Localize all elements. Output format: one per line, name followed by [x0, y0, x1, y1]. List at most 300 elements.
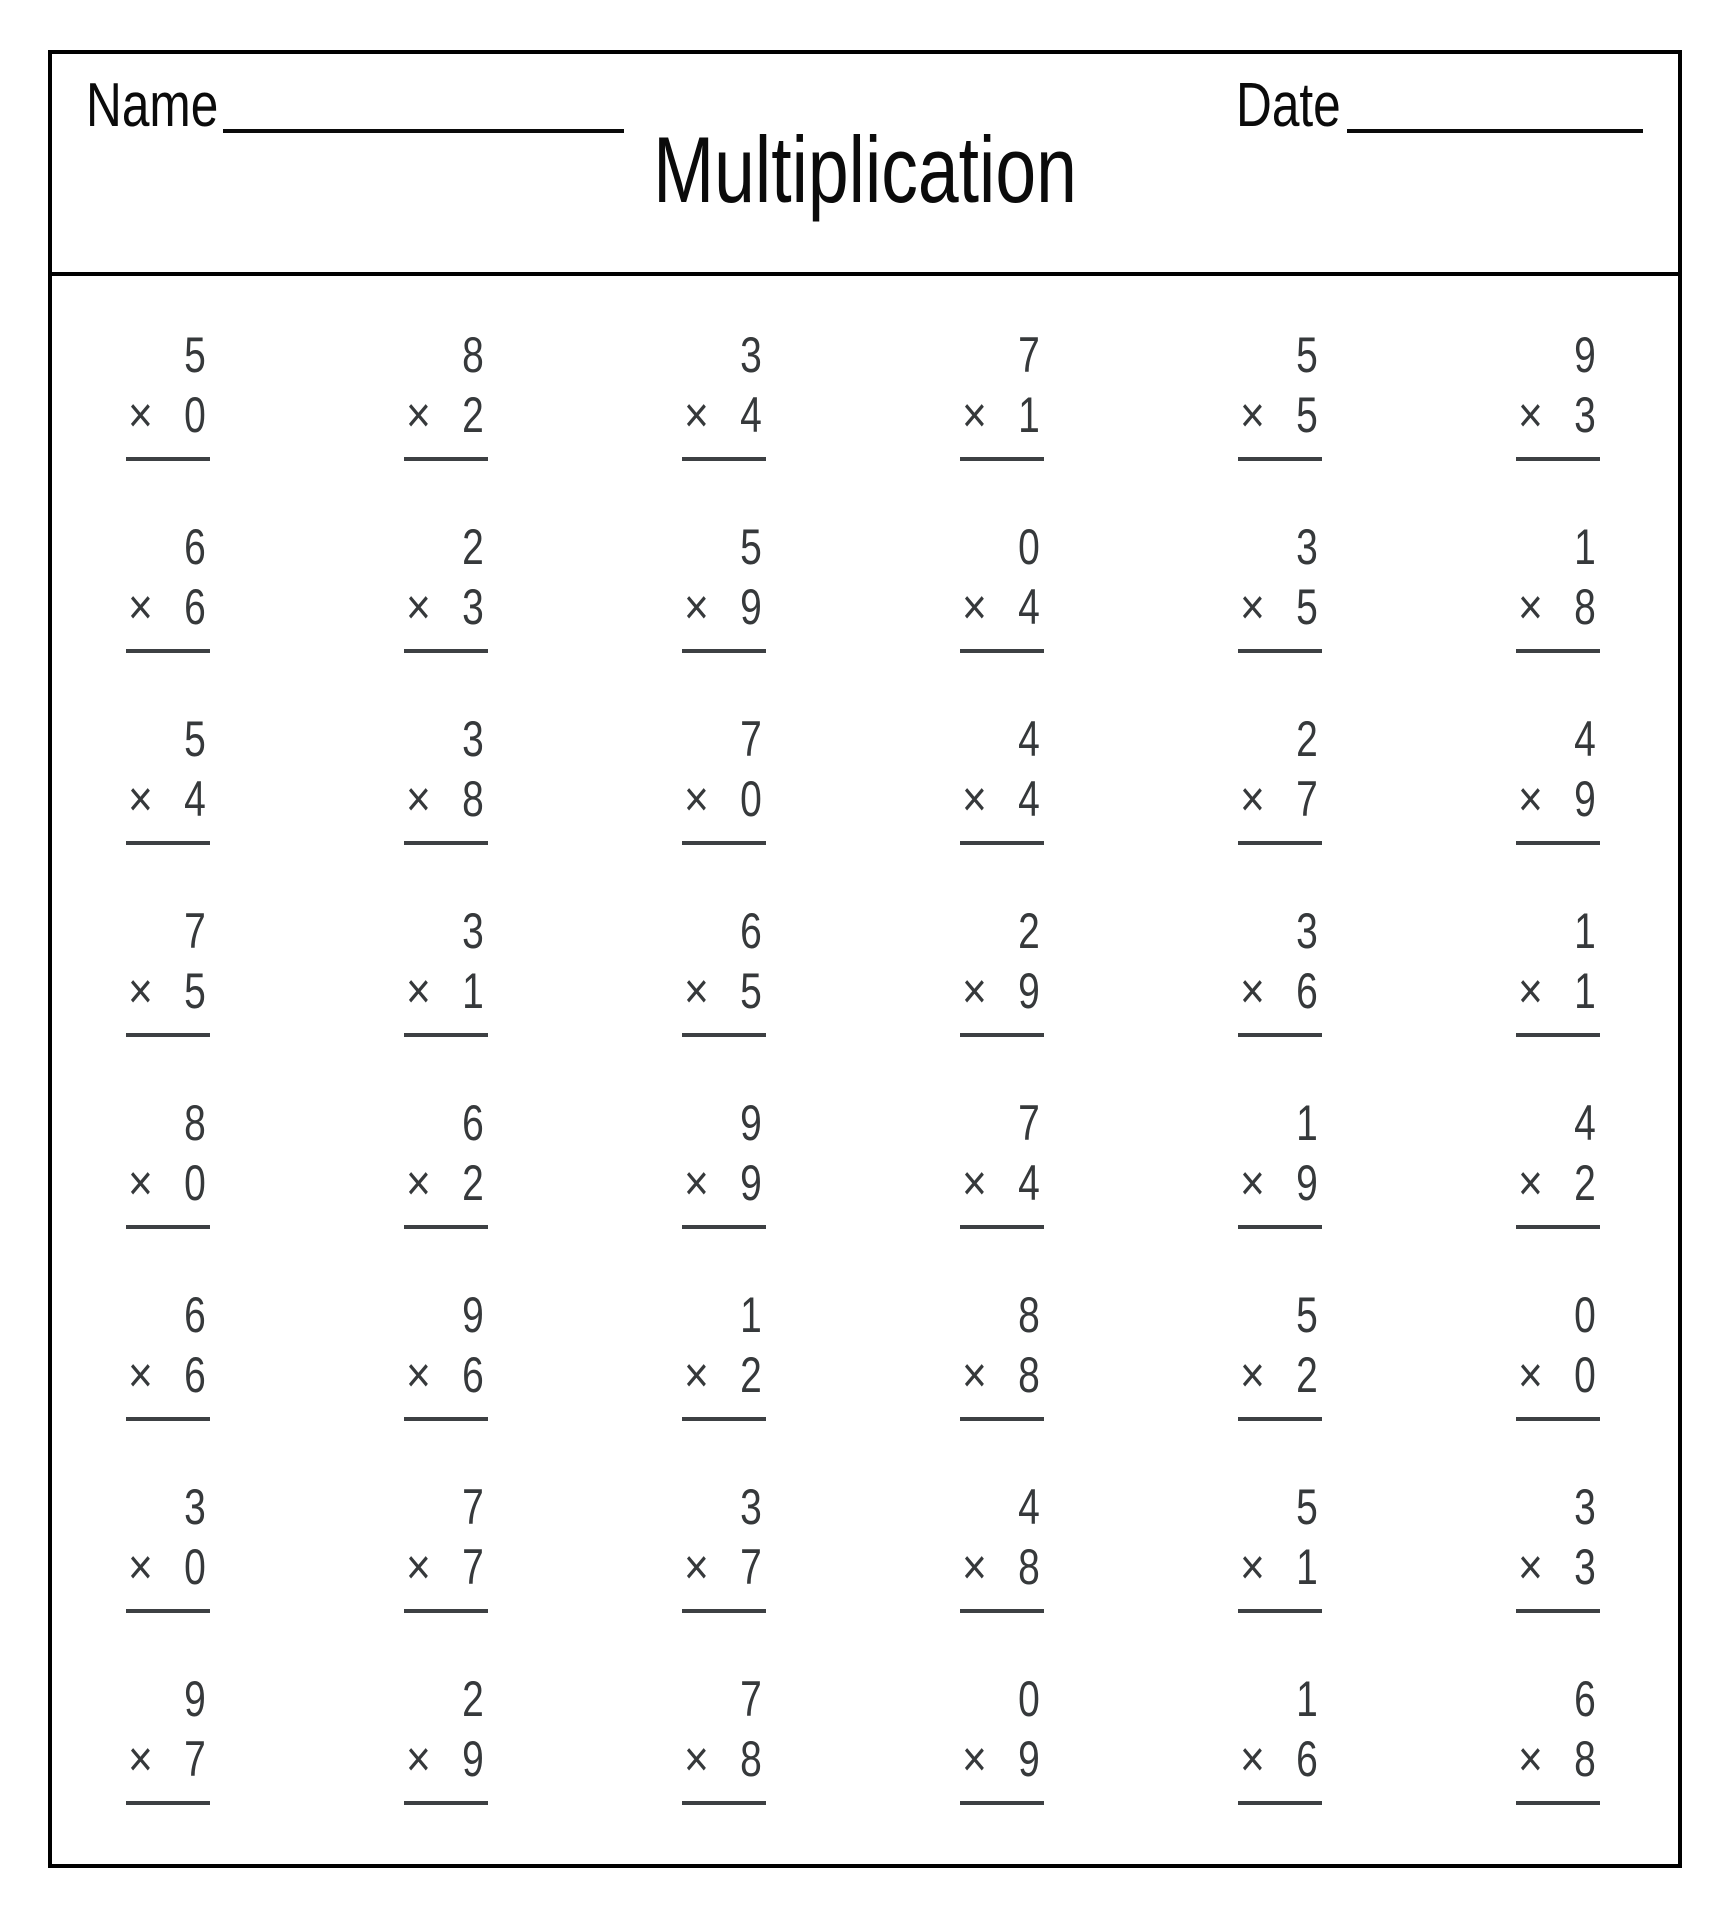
multiplicand	[1516, 1095, 1600, 1151]
multiplicand	[126, 519, 210, 575]
multiplicand	[126, 327, 210, 383]
answer-line	[404, 1033, 488, 1037]
times-symbol: ×	[1518, 771, 1543, 827]
answer-line	[404, 1609, 488, 1613]
multiplicand-digit: 7	[740, 711, 762, 767]
multiplicand-digit: 3	[1296, 519, 1318, 575]
multiplier-row	[126, 1347, 210, 1403]
multiplication-problem	[960, 903, 1044, 1037]
times-symbol: ×	[406, 771, 431, 827]
multiplier-digit: 6	[184, 1347, 206, 1403]
multiplier-digit: 4	[1018, 1155, 1040, 1211]
multiplicand	[126, 1479, 210, 1535]
multiplicand-digit: 9	[462, 1287, 484, 1343]
multiplier-digit: 7	[740, 1539, 762, 1595]
multiplicand-digit: 2	[462, 1671, 484, 1727]
multiplier-row	[126, 963, 210, 1019]
multiplication-problem	[1516, 1479, 1600, 1613]
multiplicand	[126, 903, 210, 959]
times-symbol: ×	[128, 1347, 153, 1403]
multiplicand	[1238, 903, 1322, 959]
multiplicand	[682, 711, 766, 767]
times-symbol: ×	[128, 387, 153, 443]
times-symbol: ×	[406, 1539, 431, 1595]
multiplicand	[126, 1671, 210, 1727]
multiplicand-digit: 3	[740, 1479, 762, 1535]
multiplier-digit: 8	[1018, 1539, 1040, 1595]
multiplication-problem	[1516, 327, 1600, 461]
multiplicand	[404, 327, 488, 383]
multiplication-problem	[682, 903, 766, 1037]
multiplier-row	[682, 1539, 766, 1595]
times-symbol: ×	[684, 1539, 709, 1595]
multiplicand	[960, 519, 1044, 575]
answer-line	[1238, 1225, 1322, 1229]
multiplication-problem	[960, 1095, 1044, 1229]
multiplier-digit: 9	[740, 579, 762, 635]
multiplier-digit: 2	[1574, 1155, 1596, 1211]
multiplier-row	[960, 963, 1044, 1019]
times-symbol: ×	[1518, 963, 1543, 1019]
multiplier-row	[1516, 1155, 1600, 1211]
multiplier-row	[404, 771, 488, 827]
multiplicand	[1516, 1479, 1600, 1535]
multiplier-row	[960, 1347, 1044, 1403]
times-symbol: ×	[684, 1731, 709, 1787]
times-symbol: ×	[1240, 579, 1265, 635]
times-symbol: ×	[1518, 579, 1543, 635]
times-symbol: ×	[406, 1731, 431, 1787]
answer-line	[1516, 1417, 1600, 1421]
times-symbol: ×	[1518, 1347, 1543, 1403]
times-symbol: ×	[684, 1155, 709, 1211]
multiplicand-digit: 2	[1296, 711, 1318, 767]
multiplier-row	[404, 1731, 488, 1787]
answer-line	[1516, 457, 1600, 461]
multiplicand-digit: 8	[462, 327, 484, 383]
multiplication-problem	[682, 1671, 766, 1805]
multiplication-problem	[126, 1671, 210, 1805]
multiplicand	[960, 903, 1044, 959]
multiplicand-digit: 1	[740, 1287, 762, 1343]
answer-line	[126, 1801, 210, 1805]
multiplicand-digit: 0	[1574, 1287, 1596, 1343]
times-symbol: ×	[962, 1539, 987, 1595]
multiplicand	[1238, 1479, 1322, 1535]
multiplicand-digit: 5	[184, 327, 206, 383]
multiplication-problem	[126, 903, 210, 1037]
multiplier-row	[404, 1155, 488, 1211]
multiplier-row	[682, 963, 766, 1019]
multiplicand-digit: 4	[1574, 1095, 1596, 1151]
times-symbol: ×	[406, 1347, 431, 1403]
multiplier-digit: 1	[1574, 963, 1596, 1019]
times-symbol: ×	[962, 1731, 987, 1787]
multiplicand-digit: 7	[462, 1479, 484, 1535]
multiplicand	[682, 1095, 766, 1151]
times-symbol: ×	[962, 771, 987, 827]
multiplier-digit: 9	[1574, 771, 1596, 827]
multiplier-row	[682, 387, 766, 443]
answer-line	[960, 841, 1044, 845]
times-symbol: ×	[962, 1347, 987, 1403]
multiplier-digit: 5	[1296, 579, 1318, 635]
multiplicand	[404, 1479, 488, 1535]
answer-line	[960, 1033, 1044, 1037]
times-symbol: ×	[684, 771, 709, 827]
multiplicand	[404, 711, 488, 767]
multiplicand	[1516, 903, 1600, 959]
multiplier-row	[1238, 1347, 1322, 1403]
answer-line	[682, 1033, 766, 1037]
multiplicand	[960, 1287, 1044, 1343]
answer-line	[960, 1609, 1044, 1613]
multiplier-digit: 0	[1574, 1347, 1596, 1403]
multiplier-row	[126, 1155, 210, 1211]
times-symbol: ×	[1240, 1539, 1265, 1595]
date-label: Date	[1236, 71, 1341, 140]
times-symbol: ×	[962, 963, 987, 1019]
multiplier-row	[404, 579, 488, 635]
answer-line	[404, 1801, 488, 1805]
times-symbol: ×	[962, 387, 987, 443]
multiplication-problem	[682, 1095, 766, 1229]
multiplication-problem	[404, 1287, 488, 1421]
multiplicand-digit: 3	[462, 711, 484, 767]
times-symbol: ×	[684, 963, 709, 1019]
multiplication-problem	[682, 1479, 766, 1613]
multiplication-problem	[126, 1095, 210, 1229]
answer-line	[1516, 1609, 1600, 1613]
answer-line	[682, 1609, 766, 1613]
multiplier-digit: 8	[1574, 579, 1596, 635]
multiplication-problem	[960, 1479, 1044, 1613]
multiplier-digit: 3	[1574, 1539, 1596, 1595]
multiplier-digit: 8	[740, 1731, 762, 1787]
times-symbol: ×	[962, 1155, 987, 1211]
multiplier-digit: 1	[462, 963, 484, 1019]
answer-line	[960, 1417, 1044, 1421]
multiplication-problem	[1238, 903, 1322, 1037]
multiplicand-digit: 1	[1574, 519, 1596, 575]
multiplication-problem	[126, 711, 210, 845]
multiplication-problem	[1516, 903, 1600, 1037]
multiplication-problem	[960, 1671, 1044, 1805]
times-symbol: ×	[1240, 771, 1265, 827]
multiplier-row	[1516, 771, 1600, 827]
answer-line	[404, 649, 488, 653]
multiplier-digit: 8	[1574, 1731, 1596, 1787]
multiplicand	[1516, 711, 1600, 767]
multiplier-digit: 0	[184, 1155, 206, 1211]
multiplication-problem	[682, 327, 766, 461]
multiplier-digit: 8	[1018, 1347, 1040, 1403]
multiplier-row	[1238, 963, 1322, 1019]
multiplication-problem	[1516, 519, 1600, 653]
multiplication-problem	[1516, 1671, 1600, 1805]
multiplication-problem	[960, 327, 1044, 461]
multiplier-digit: 7	[462, 1539, 484, 1595]
answer-line	[1238, 1801, 1322, 1805]
multiplicand	[1516, 519, 1600, 575]
multiplier-digit: 2	[1296, 1347, 1318, 1403]
multiplier-digit: 9	[462, 1731, 484, 1787]
multiplier-digit: 6	[1296, 1731, 1318, 1787]
answer-line	[682, 1417, 766, 1421]
multiplier-digit: 4	[1018, 579, 1040, 635]
answer-line	[1516, 841, 1600, 845]
multiplicand-digit: 9	[1574, 327, 1596, 383]
multiplier-digit: 9	[740, 1155, 762, 1211]
multiplier-digit: 0	[740, 771, 762, 827]
multiplication-problem	[960, 1287, 1044, 1421]
multiplier-row	[960, 579, 1044, 635]
multiplicand	[126, 711, 210, 767]
multiplication-problem	[682, 711, 766, 845]
multiplier-row	[1238, 1731, 1322, 1787]
multiplier-row	[404, 963, 488, 1019]
multiplicand-digit: 0	[1018, 1671, 1040, 1727]
answer-line	[682, 841, 766, 845]
multiplier-digit: 3	[1574, 387, 1596, 443]
multiplicand-digit: 6	[462, 1095, 484, 1151]
times-symbol: ×	[962, 579, 987, 635]
answer-line	[682, 1225, 766, 1229]
multiplier-digit: 0	[184, 387, 206, 443]
answer-line	[1516, 1801, 1600, 1805]
answer-line	[1238, 457, 1322, 461]
multiplicand-digit: 6	[184, 1287, 206, 1343]
multiplier-row	[126, 1539, 210, 1595]
multiplicand-digit: 7	[1018, 1095, 1040, 1151]
multiplier-row	[126, 387, 210, 443]
multiplicand	[960, 327, 1044, 383]
multiplier-digit: 9	[1296, 1155, 1318, 1211]
multiplicand	[404, 519, 488, 575]
multiplication-problem	[1238, 1287, 1322, 1421]
answer-line	[1516, 649, 1600, 653]
multiplicand-digit: 3	[1574, 1479, 1596, 1535]
multiplicand	[682, 1479, 766, 1535]
answer-line	[1238, 841, 1322, 845]
multiplication-problem	[404, 519, 488, 653]
multiplicand	[404, 1095, 488, 1151]
answer-line	[1238, 1609, 1322, 1613]
times-symbol: ×	[684, 387, 709, 443]
multiplicand	[682, 1671, 766, 1727]
multiplicand	[960, 711, 1044, 767]
times-symbol: ×	[1240, 1347, 1265, 1403]
multiplicand	[960, 1671, 1044, 1727]
times-symbol: ×	[406, 387, 431, 443]
multiplier-row	[126, 771, 210, 827]
times-symbol: ×	[128, 1155, 153, 1211]
multiplicand	[960, 1479, 1044, 1535]
times-symbol: ×	[406, 1155, 431, 1211]
multiplier-row	[960, 1539, 1044, 1595]
answer-line	[960, 1225, 1044, 1229]
multiplier-row	[404, 387, 488, 443]
multiplicand	[1238, 711, 1322, 767]
multiplication-problem	[960, 519, 1044, 653]
multiplicand-digit: 6	[1574, 1671, 1596, 1727]
multiplicand-digit: 5	[1296, 1287, 1318, 1343]
multiplicand	[682, 903, 766, 959]
times-symbol: ×	[128, 1731, 153, 1787]
multiplier-row	[126, 579, 210, 635]
multiplicand-digit: 5	[740, 519, 762, 575]
multiplicand-digit: 2	[1018, 903, 1040, 959]
multiplier-row	[1516, 1731, 1600, 1787]
multiplier-row	[960, 771, 1044, 827]
multiplicand-digit: 3	[184, 1479, 206, 1535]
multiplication-problem	[1516, 1287, 1600, 1421]
times-symbol: ×	[128, 579, 153, 635]
multiplicand-digit: 3	[462, 903, 484, 959]
answer-line	[1516, 1225, 1600, 1229]
multiplier-digit: 1	[1296, 1539, 1318, 1595]
multiplicand-digit: 4	[1018, 1479, 1040, 1535]
multiplier-row	[1516, 1539, 1600, 1595]
multiplier-row	[682, 1731, 766, 1787]
multiplication-problem	[1516, 711, 1600, 845]
multiplication-problem	[1238, 327, 1322, 461]
answer-line	[126, 841, 210, 845]
multiplier-row	[1516, 579, 1600, 635]
answer-line	[404, 457, 488, 461]
multiplicand-digit: 3	[1296, 903, 1318, 959]
multiplicand	[960, 1095, 1044, 1151]
multiplicand-digit: 3	[740, 327, 762, 383]
answer-line	[126, 1609, 210, 1613]
times-symbol: ×	[406, 963, 431, 1019]
multiplication-problem	[404, 327, 488, 461]
multiplicand-digit: 8	[1018, 1287, 1040, 1343]
times-symbol: ×	[1518, 387, 1543, 443]
multiplicand-digit: 0	[1018, 519, 1040, 575]
times-symbol: ×	[1240, 1155, 1265, 1211]
multiplier-row	[682, 1347, 766, 1403]
multiplication-problem	[126, 327, 210, 461]
times-symbol: ×	[128, 963, 153, 1019]
multiplicand-digit: 1	[1296, 1095, 1318, 1151]
answer-line	[404, 1417, 488, 1421]
multiplicand-digit: 5	[1296, 327, 1318, 383]
multiplication-problem	[1238, 1095, 1322, 1229]
problems-grid	[126, 327, 1600, 1805]
multiplication-problem	[682, 1287, 766, 1421]
multiplicand	[126, 1095, 210, 1151]
times-symbol: ×	[684, 579, 709, 635]
multiplier-row	[960, 1731, 1044, 1787]
multiplicand-digit: 5	[184, 711, 206, 767]
multiplicand	[126, 1287, 210, 1343]
multiplication-problem	[404, 1671, 488, 1805]
answer-line	[1516, 1033, 1600, 1037]
multiplication-problem	[1238, 519, 1322, 653]
multiplicand	[404, 1671, 488, 1727]
multiplier-row	[1516, 963, 1600, 1019]
multiplier-digit: 6	[184, 579, 206, 635]
answer-line	[404, 1225, 488, 1229]
multiplicand	[404, 903, 488, 959]
multiplier-digit: 2	[740, 1347, 762, 1403]
multiplier-digit: 4	[740, 387, 762, 443]
times-symbol: ×	[1518, 1731, 1543, 1787]
multiplicand-digit: 7	[740, 1671, 762, 1727]
answer-line	[682, 1801, 766, 1805]
times-symbol: ×	[1518, 1539, 1543, 1595]
times-symbol: ×	[128, 771, 153, 827]
multiplier-row	[1238, 1539, 1322, 1595]
multiplication-problem	[404, 1095, 488, 1229]
answer-line	[960, 649, 1044, 653]
multiplicand	[1516, 327, 1600, 383]
multiplier-digit: 6	[1296, 963, 1318, 1019]
multiplication-problem	[1238, 711, 1322, 845]
multiplier-digit: 3	[462, 579, 484, 635]
multiplier-digit: 2	[462, 387, 484, 443]
multiplier-digit: 5	[740, 963, 762, 1019]
answer-line	[1238, 1033, 1322, 1037]
times-symbol: ×	[1240, 1731, 1265, 1787]
multiplier-digit: 9	[1018, 963, 1040, 1019]
multiplicand	[1516, 1287, 1600, 1343]
times-symbol: ×	[684, 1347, 709, 1403]
multiplicand	[404, 1287, 488, 1343]
answer-line	[126, 1417, 210, 1421]
multiplier-digit: 5	[1296, 387, 1318, 443]
multiplication-problem	[1516, 1095, 1600, 1229]
multiplier-digit: 7	[1296, 771, 1318, 827]
multiplier-row	[1238, 1155, 1322, 1211]
times-symbol: ×	[1240, 387, 1265, 443]
times-symbol: ×	[128, 1539, 153, 1595]
multiplication-problem	[682, 519, 766, 653]
answer-line	[682, 649, 766, 653]
answer-line	[404, 841, 488, 845]
multiplier-digit: 0	[184, 1539, 206, 1595]
answer-line	[960, 457, 1044, 461]
multiplicand-digit: 9	[184, 1671, 206, 1727]
times-symbol: ×	[1240, 963, 1265, 1019]
multiplier-row	[682, 771, 766, 827]
multiplication-problem	[960, 711, 1044, 845]
multiplicand-digit: 2	[462, 519, 484, 575]
multiplier-digit: 1	[1018, 387, 1040, 443]
multiplicand-digit: 9	[740, 1095, 762, 1151]
multiplication-problem	[404, 1479, 488, 1613]
multiplier-digit: 4	[184, 771, 206, 827]
multiplier-row	[1516, 1347, 1600, 1403]
multiplier-row	[960, 387, 1044, 443]
multiplier-row	[404, 1347, 488, 1403]
times-symbol: ×	[1518, 1155, 1543, 1211]
multiplicand-digit: 7	[184, 903, 206, 959]
multiplicand	[682, 327, 766, 383]
multiplicand	[1516, 1671, 1600, 1727]
multiplicand-digit: 1	[1296, 1671, 1318, 1727]
multiplier-digit: 5	[184, 963, 206, 1019]
multiplication-problem	[126, 1479, 210, 1613]
answer-line	[126, 649, 210, 653]
multiplication-problem	[404, 903, 488, 1037]
multiplicand-digit: 1	[1574, 903, 1596, 959]
multiplier-digit: 6	[462, 1347, 484, 1403]
multiplier-digit: 8	[462, 771, 484, 827]
multiplier-row	[404, 1539, 488, 1595]
multiplicand-digit: 6	[740, 903, 762, 959]
